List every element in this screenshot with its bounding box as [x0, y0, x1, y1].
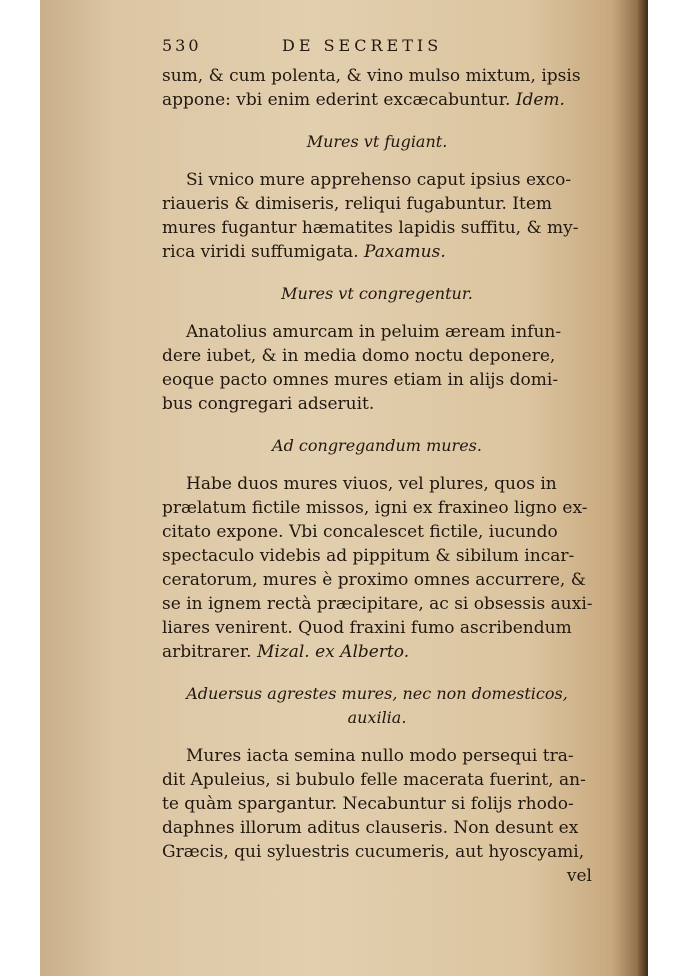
section-3-line-1: Habe duos mures viuos, vel plures, quos in — [186, 474, 557, 494]
section-heading-2: Mures vt congregentur. — [281, 284, 473, 303]
section-3-line-4: spectaculo videbis ad pippitum & sibilum incar- — [162, 546, 575, 566]
opening-attribution: Idem. — [515, 90, 565, 110]
opening-line-1: sum, & cum polenta, & vino mulso mixtum, ipsis — [162, 66, 581, 86]
section-4-line-1: Mures iacta semina nullo modo persequi tra- — [186, 746, 574, 766]
section-3-line-7: liares venirent. Quod fraxini fumo ascribendum — [162, 618, 572, 638]
section-2-line-2: dere iubet, & in media domo noctu deponere, — [162, 346, 556, 366]
section-3-line-2: prælatum fictile missos, igni ex fraxineo ligno ex- — [162, 498, 588, 518]
section-2-line-3: eoque pacto omnes mures etiam in alijs domi- — [162, 370, 559, 390]
running-head — [162, 36, 648, 64]
section-1-line-4: rica viridi suffumigata. Paxamus. — [162, 242, 446, 262]
text-block — [162, 36, 648, 888]
section-2-line-1: Anatolius amurcam in peluim æream infun- — [186, 322, 562, 342]
section-3-attribution: Mizal. ex Alberto. — [256, 642, 410, 662]
section-4-line-3: te quàm spargantur. Necabuntur si folijs rhodo- — [162, 794, 574, 814]
section-4-line-4: daphnes illorum aditus clauseris. Non desunt ex — [162, 818, 579, 838]
section-1-line-1: Si vnico mure apprehenso caput ipsius exco- — [186, 170, 572, 190]
page-number: 530 — [162, 36, 202, 55]
section-2-line-4: bus congregari adseruit. — [162, 394, 375, 414]
section-heading-3: Ad congregandum mures. — [272, 436, 482, 455]
running-title: DE SECRETIS — [282, 36, 443, 55]
section-3-line-3: citato expone. Vbi concalescet fictile, iucundo — [162, 522, 558, 542]
section-3-line-5: ceratorum, mures è proximo omnes accurrere, & — [162, 570, 586, 590]
section-heading-4: Aduersus agrestes mures, nec non domesticos, — [186, 684, 568, 703]
section-1-line-2: riaueris & dimiseris, reliqui fugabuntur. Item — [162, 194, 553, 214]
book-page — [40, 0, 648, 976]
section-3-line-6: se in ignem rectà præcipitare, ac si obsessis auxi- — [162, 594, 593, 614]
section-heading-1: Mures vt fugiant. — [306, 132, 448, 151]
catchword: vel — [566, 866, 592, 886]
section-heading-4-cont: auxilia. — [347, 708, 407, 727]
opening-line-2: appone: vbi enim ederint excæcabuntur. Idem. — [162, 90, 565, 110]
section-1-attribution: Paxamus. — [364, 242, 446, 262]
section-3-line-8: arbitrarer. Mizal. ex Alberto. — [162, 642, 410, 662]
section-4-line-2: dit Apuleius, si bubulo felle macerata fuerint, an- — [162, 770, 586, 790]
section-1-line-3: mures fugantur hæmatites lapidis suffitu, & my- — [162, 218, 579, 238]
section-4-line-5: Græcis, qui syluestris cucumeris, aut hyoscyami, — [162, 842, 585, 862]
